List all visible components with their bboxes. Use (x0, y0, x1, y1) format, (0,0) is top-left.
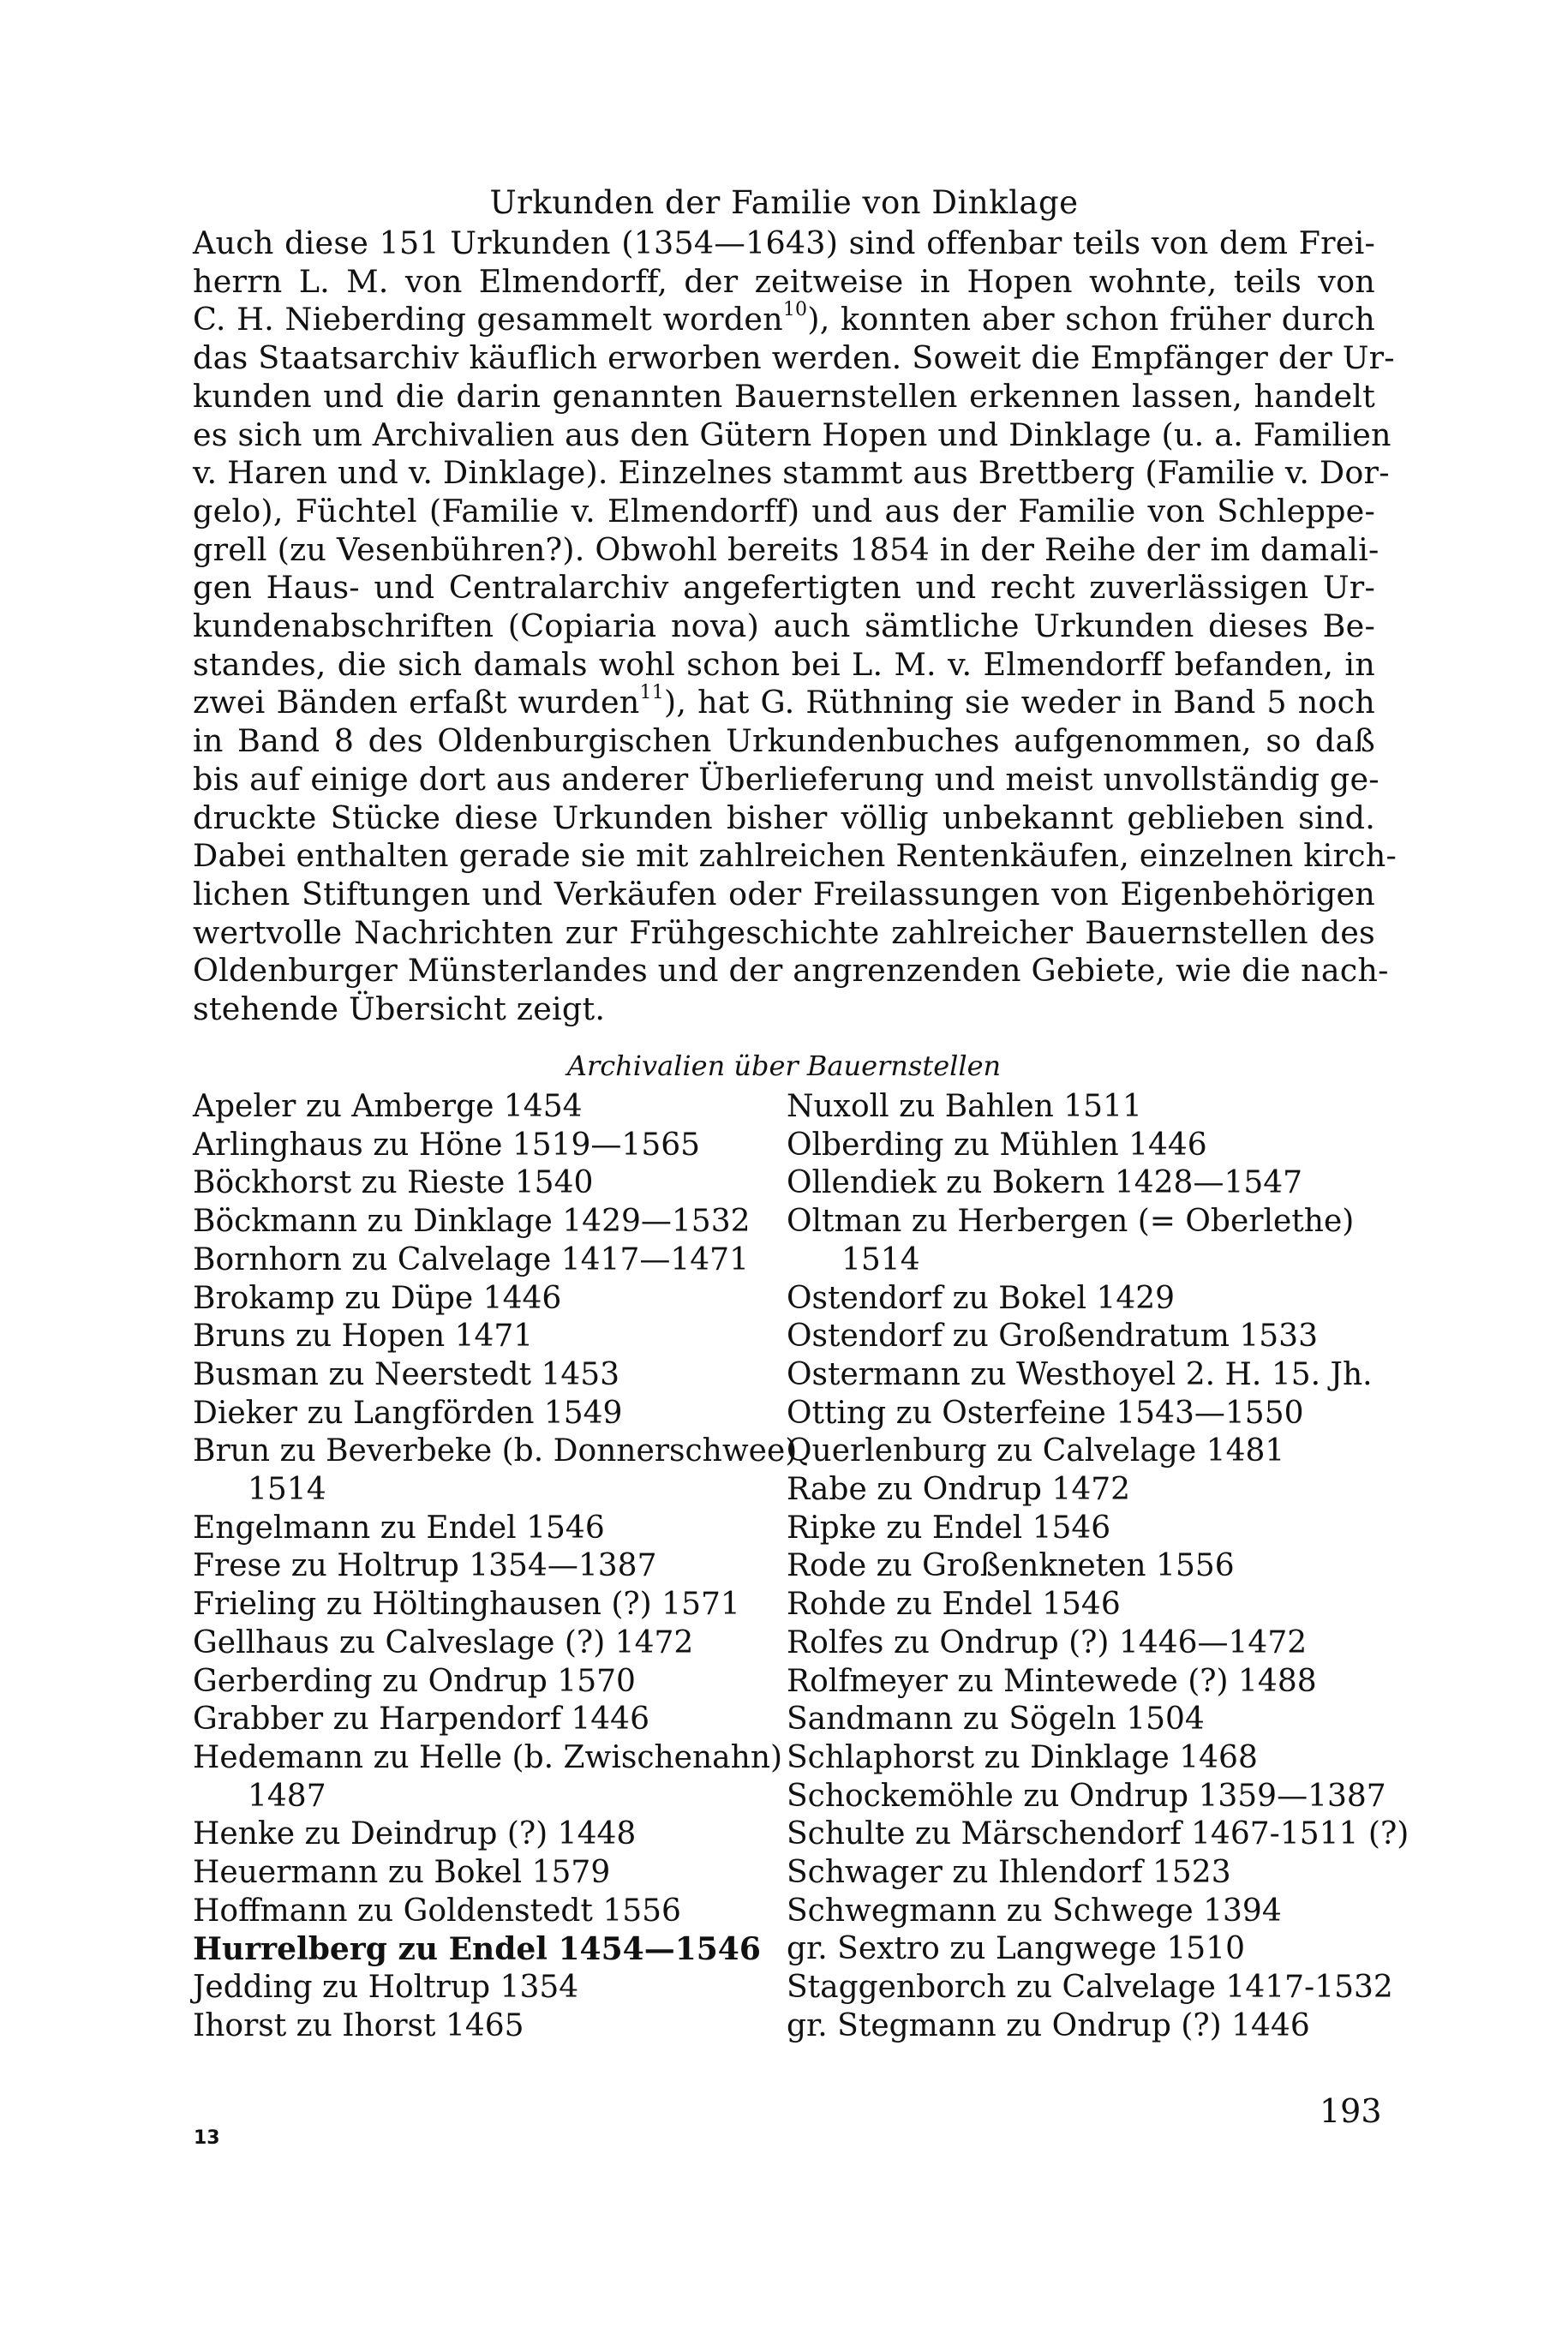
body-line: Dabei enthalten gerade sie mit zahlreichen Rentenkäufen, einzelnen kirch- (193, 837, 1397, 875)
list-item-continuation: 1487 (248, 1778, 326, 1814)
list-item: Gerberding zu Ondrup 1570 (193, 1663, 636, 1699)
list-item: Henke zu Deindrup (?) 1448 (193, 1816, 637, 1852)
list-item: Brokamp zu Düpe 1446 (193, 1280, 562, 1316)
body-line: wertvolle Nachrichten zur Frühgeschichte zahlreicher Bauernstellen des (193, 913, 1375, 951)
body-line: lichen Stiftungen und Verkäufen oder Freilassungen von Eigenbehörigen (193, 875, 1375, 912)
list-item: Busman zu Neerstedt 1453 (193, 1356, 620, 1392)
list-item: Ostermann zu Westhoyel 2. H. 15. Jh. (787, 1356, 1373, 1392)
body-line: kundenabschriften (Copiaria nova) auch sämtliche Urkunden dieses Be- (193, 607, 1375, 645)
list-item: Rohde zu Endel 1546 (787, 1587, 1121, 1623)
body-line: grell (zu Vesenbühren?). Obwohl bereits 1854 in der Reihe der im damali- (193, 530, 1379, 568)
list-item: Böckhorst zu Rieste 1540 (193, 1165, 594, 1201)
body-line (193, 684, 1375, 722)
body-line: stehende Übersicht zeigt. (193, 990, 606, 1028)
list-item: Dieker zu Langförden 1549 (193, 1395, 623, 1431)
list-item: Arlinghaus zu Höne 1519—1565 (193, 1127, 701, 1163)
list-item: Hurrelberg zu Endel 1454—1546 (193, 1931, 761, 1968)
list-item: Ihorst zu Ihorst 1465 (193, 2007, 524, 2043)
list-item: Hedemann zu Helle (b. Zwischenahn) (193, 1739, 783, 1775)
body-line: herrn L. M. von Elmendorff, der zeitweise in Hopen wohnte, teils von (193, 262, 1375, 300)
body-line-text: ), konnten aber schon früher durch (807, 301, 1376, 338)
body-line: druckte Stücke diese Urkunden bisher völlig unbekannt geblieben sind. (193, 799, 1375, 836)
body-line (193, 301, 1375, 339)
list-item: Engelmann zu Endel 1546 (193, 1510, 605, 1546)
list-item: Oltman zu Herbergen (= Oberlethe) (787, 1204, 1355, 1240)
list-item: Böckmann zu Dinklage 1429—1532 (193, 1204, 751, 1240)
list-item: Rabe zu Ondrup 1472 (787, 1472, 1131, 1508)
list-item: gr. Sextro zu Langwege 1510 (787, 1931, 1245, 1967)
list-item: Ostendorf zu Großendratum 1533 (787, 1319, 1318, 1355)
list-item: Hoffmann zu Goldenstedt 1556 (193, 1893, 681, 1929)
body-line: gelo), Füchtel (Familie v. Elmendorff) und aus der Familie von Schleppe- (193, 492, 1375, 529)
body-line: Auch diese 151 Urkunden (1354—1643) sind offenbar teils von dem Frei- (193, 224, 1375, 261)
list-item-continuation: 1514 (841, 1241, 920, 1277)
list-column-right (787, 1088, 1409, 2046)
body-line: Oldenburger Münsterlandes und der angrenzenden Gebiete, wie die nach- (193, 952, 1389, 990)
body-line-text: C. H. Nieberding gesammelt worden (193, 301, 783, 338)
section-heading: Urkunden der Familie von Dinklage (489, 184, 1079, 221)
list-item: Rolfes zu Ondrup (?) 1446—1472 (787, 1624, 1308, 1660)
list-item: Sandmann zu Sögeln 1504 (787, 1702, 1205, 1738)
signature-mark: 13 (194, 2127, 220, 2149)
list-item: Ollendiek zu Bokern 1428—1547 (787, 1165, 1303, 1201)
list-item: Frese zu Holtrup 1354—1387 (193, 1548, 657, 1584)
list-item: Jedding zu Holtrup 1354 (193, 1970, 579, 2006)
list-item: Schulte zu Märschendorf 1467-1511 (?) (787, 1816, 1409, 1852)
body-line: es sich um Archivalien aus den Gütern Hopen und Dinklage (u. a. Familien (193, 416, 1391, 453)
list-item: Ripke zu Endel 1546 (787, 1510, 1111, 1546)
list-item: Schwager zu Ihlendorf 1523 (787, 1855, 1231, 1891)
list-item: Bornhorn zu Calvelage 1417—1471 (193, 1241, 749, 1277)
list-item-continuation: 1514 (248, 1472, 326, 1508)
list-item: Schlaphorst zu Dinklage 1468 (787, 1739, 1258, 1775)
body-line: v. Haren und v. Dinklage). Einzelnes stammt aus Brettberg (Familie v. Dor- (193, 454, 1390, 492)
body-line: bis auf einige dort aus anderer Überlieferung und meist unvollständig ge- (193, 760, 1379, 798)
body-line: standes, die sich damals wohl schon bei L. M. v. Elmendorff befanden, in (193, 645, 1375, 683)
list-item: Nuxoll zu Bahlen 1511 (787, 1089, 1142, 1124)
page-number: 193 (1320, 2092, 1382, 2130)
list-item: Staggenborch zu Calvelage 1417-1532 (787, 1970, 1393, 2006)
list-item: Rode zu Großenkneten 1556 (787, 1548, 1235, 1584)
list-item: Ostendorf zu Bokel 1429 (787, 1280, 1176, 1316)
list-item: Grabber zu Harpendorf 1446 (193, 1702, 649, 1738)
list-item: Bruns zu Hopen 1471 (193, 1319, 534, 1355)
list-item: Otting zu Osterfeine 1543—1550 (787, 1395, 1304, 1431)
list-item: Schwegmann zu Schwege 1394 (787, 1893, 1282, 1929)
list-item: Schockemöhle zu Ondrup 1359—1387 (787, 1778, 1386, 1814)
list-item: Heuermann zu Bokel 1579 (193, 1855, 611, 1891)
footnote-ref: 10 (782, 299, 808, 321)
body-line: gen Haus- und Centralarchiv angefertigten und recht zuverlässigen Ur- (193, 569, 1375, 607)
list-item: Frieling zu Höltinghausen (?) 1571 (193, 1587, 740, 1623)
list-column-left (193, 1088, 798, 2046)
body-line: in Band 8 des Oldenburgischen Urkundenbuches aufgenommen, so daß (193, 722, 1375, 760)
list-item: Olberding zu Mühlen 1446 (787, 1127, 1207, 1163)
footnote-ref: 11 (639, 682, 664, 704)
body-line: kunden und die darin genannten Bauernstellen erkennen lassen, handelt (193, 377, 1375, 415)
list-item: Brun zu Beverbeke (b. Donnerschwee) (193, 1433, 798, 1469)
body-line-text: zwei Bänden erfaßt wurden (193, 684, 640, 721)
list-item: gr. Stegmann zu Ondrup (?) 1446 (787, 2007, 1310, 2043)
list-item: Apeler zu Amberge 1454 (193, 1089, 583, 1124)
list-heading: Archivalien über Bauernstellen (566, 1050, 1002, 1082)
list-item: Gellhaus zu Calveslage (?) 1472 (193, 1624, 694, 1660)
list-item: Rolfmeyer zu Mintewede (?) 1488 (787, 1663, 1317, 1699)
list-item: Querlenburg zu Calvelage 1481 (787, 1433, 1285, 1469)
body-line-text: ), hat G. Rüthning sie weder in Band 5 noch (663, 684, 1375, 721)
body-paragraph (193, 224, 1397, 1029)
body-line: das Staatsarchiv käuflich erworben werden. Soweit die Empfänger der Ur- (193, 339, 1395, 377)
